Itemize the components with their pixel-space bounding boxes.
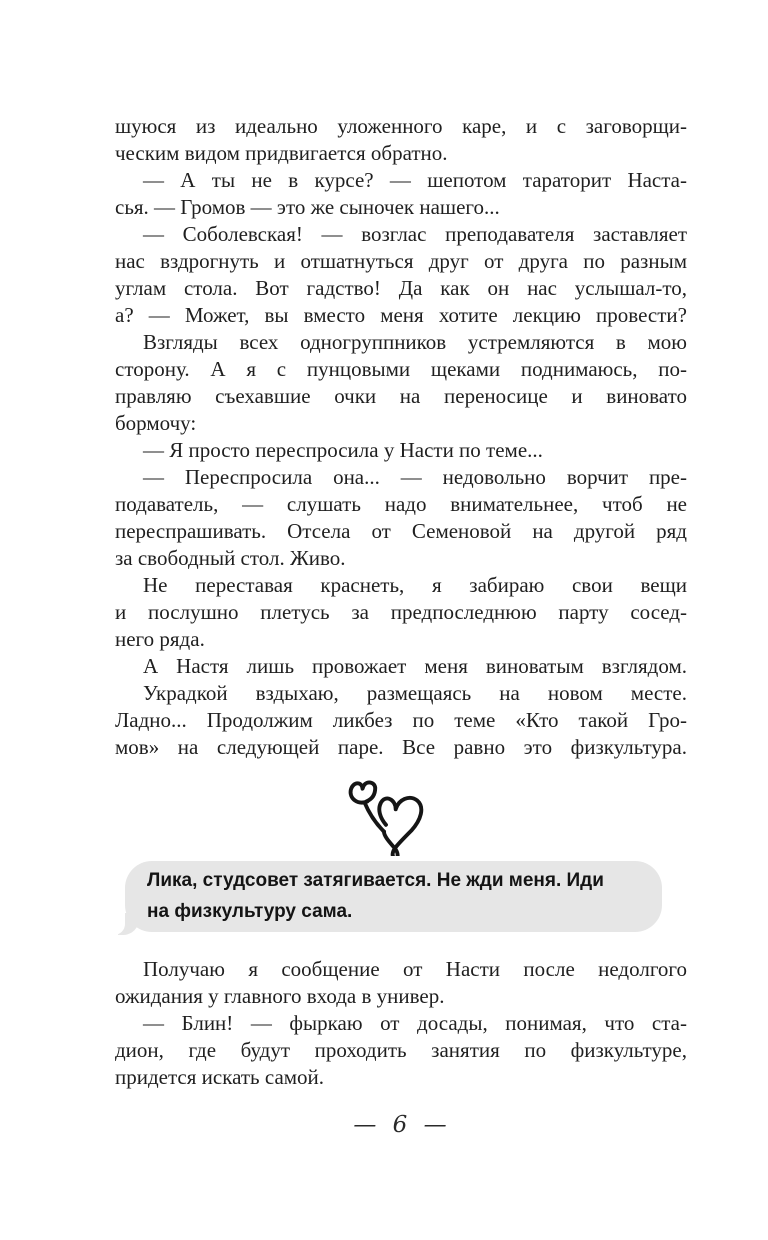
text-line: ческим видом придвигается обратно. [115,141,448,165]
paragraph [115,221,687,329]
paragraph [115,113,687,167]
text-line: Не переставая краснеть, я забираю свои вещи [143,573,687,597]
text-line: — Блин! — фыркаю от досады, понимая, что ста- [143,1011,687,1035]
text-line: Получаю я сообщение от Насти после недолгого [143,957,687,981]
text-line: него ряда. [115,627,205,651]
paragraph [115,167,687,221]
body-text-bottom [115,956,687,1091]
text-line: — Переспросила она... — недовольно ворчит пре- [143,465,687,489]
text-line: шуюся из идеально уложенного каре, и с заговорщи- [115,114,687,138]
text-line: Украдкой вздыхаю, размещаясь на новом месте. [143,681,687,705]
text-line: правляю съехавшие очки на переносице и виновато [115,384,687,408]
message-text-line: на физкультуру сама. [147,901,353,922]
message-text-line: Лика, студсовет затягивается. Не жди меня. Иди [147,870,604,891]
text-line: нас вздрогнуть и отшатнуться друг от друга по разным [115,249,687,273]
paragraph [115,1010,687,1091]
chat-message-bubble [125,861,662,932]
text-line: бормочу: [115,411,197,435]
paragraph [115,572,687,653]
paragraph [115,464,687,572]
text-line: за свободный стол. Живо. [115,546,346,570]
scene-divider [0,778,768,861]
paragraph [115,956,687,1010]
text-line: — А ты не в курсе? — шепотом тараторит Наста- [143,168,687,192]
text-line: ожидания у главного входа в универ. [115,984,445,1008]
text-line: А Настя лишь провожает меня виноватым взглядом. [143,654,687,678]
text-line: дион, где будут проходить занятия по физкультуре, [115,1038,687,1062]
text-line: — Я просто переспросила у Насти по теме... [143,438,543,462]
text-line: переспрашивать. Отсела от Семеновой на другой ряд [115,519,687,543]
text-line: углам стола. Вот гадство! Да как он нас услышал-то, [115,276,687,300]
text-line: и послушно плетусь за предпоследнюю парту сосед- [115,600,687,624]
paragraph [115,680,687,761]
text-line: сторону. А я с пунцовыми щеками поднимаюсь, по- [115,357,687,381]
paragraph [115,329,687,437]
paragraph [115,437,687,464]
text-line: Взгляды всех одногруппников устремляются в мою [143,330,687,354]
text-line: подаватель, — слушать надо внимательнее, чтоб не [115,492,687,516]
text-line: мов» на следующей паре. Все равно это физкультура. [115,735,687,759]
text-line: а? — Может, вы вместо меня хотите лекцию провести? [115,303,687,327]
body-text-top [115,113,687,761]
text-line: — Соболевская! — возглас преподавателя заставляет [143,222,687,246]
page-number: — 6 — [353,1112,449,1138]
heart-flower-doodle-icon [334,778,434,856]
text-line: сья. — Громов — это же сыночек нашего... [115,195,500,219]
paragraph [115,653,687,680]
text-line: Ладно... Продолжим ликбез по теме «Кто такой Гро- [115,708,687,732]
text-line: придется искать самой. [115,1065,325,1089]
